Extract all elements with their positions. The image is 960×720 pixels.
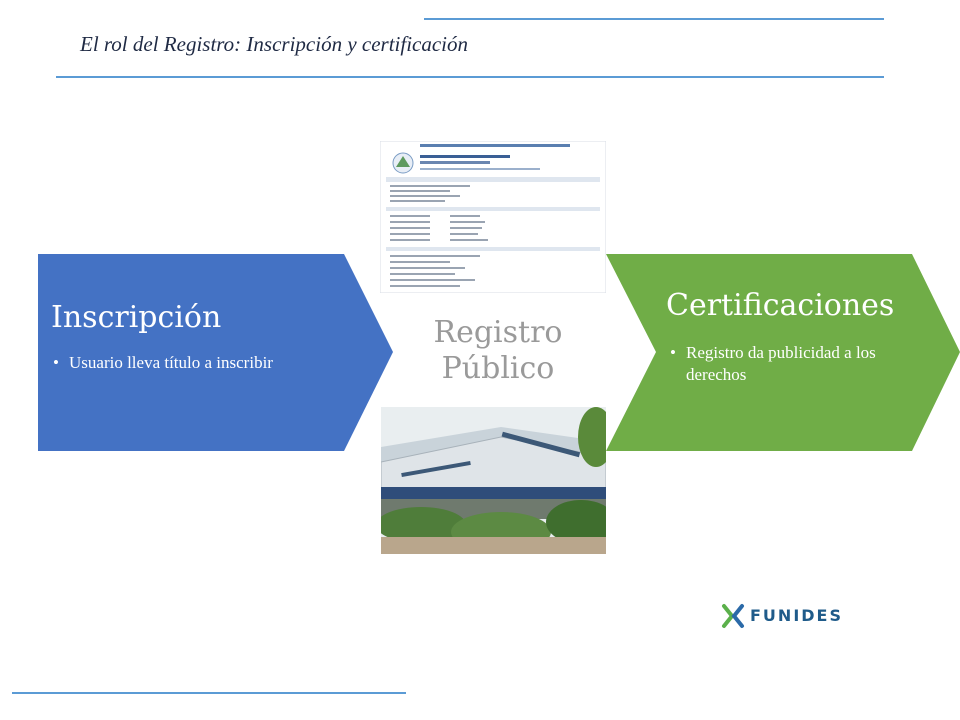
certificaciones-bullet: • Registro da publicidad a los derechos bbox=[670, 342, 876, 386]
inscripcion-heading: Inscripción bbox=[51, 300, 222, 335]
funides-logo-text: FUNIDES bbox=[750, 606, 843, 625]
certificaciones-heading: Certificaciones bbox=[666, 288, 895, 323]
slide-title: El rol del Registro: Inscripción y certificación bbox=[80, 32, 469, 56]
building-drawing bbox=[381, 407, 606, 554]
inscripcion-box bbox=[38, 254, 393, 451]
certificate-document-image bbox=[380, 141, 606, 293]
title-underline bbox=[56, 76, 884, 78]
inscripcion-bullet: • Usuario lleva título a inscribir bbox=[53, 352, 309, 374]
top-accent-line bbox=[424, 18, 884, 20]
funides-logo-icon bbox=[720, 602, 746, 630]
funides-logo bbox=[720, 602, 845, 630]
certificate-drawing bbox=[380, 141, 606, 293]
certificaciones-box bbox=[606, 254, 960, 451]
registro-publico-label: Registro Público bbox=[433, 315, 563, 386]
bottom-accent-line bbox=[12, 692, 406, 694]
registry-building-photo bbox=[381, 407, 606, 554]
